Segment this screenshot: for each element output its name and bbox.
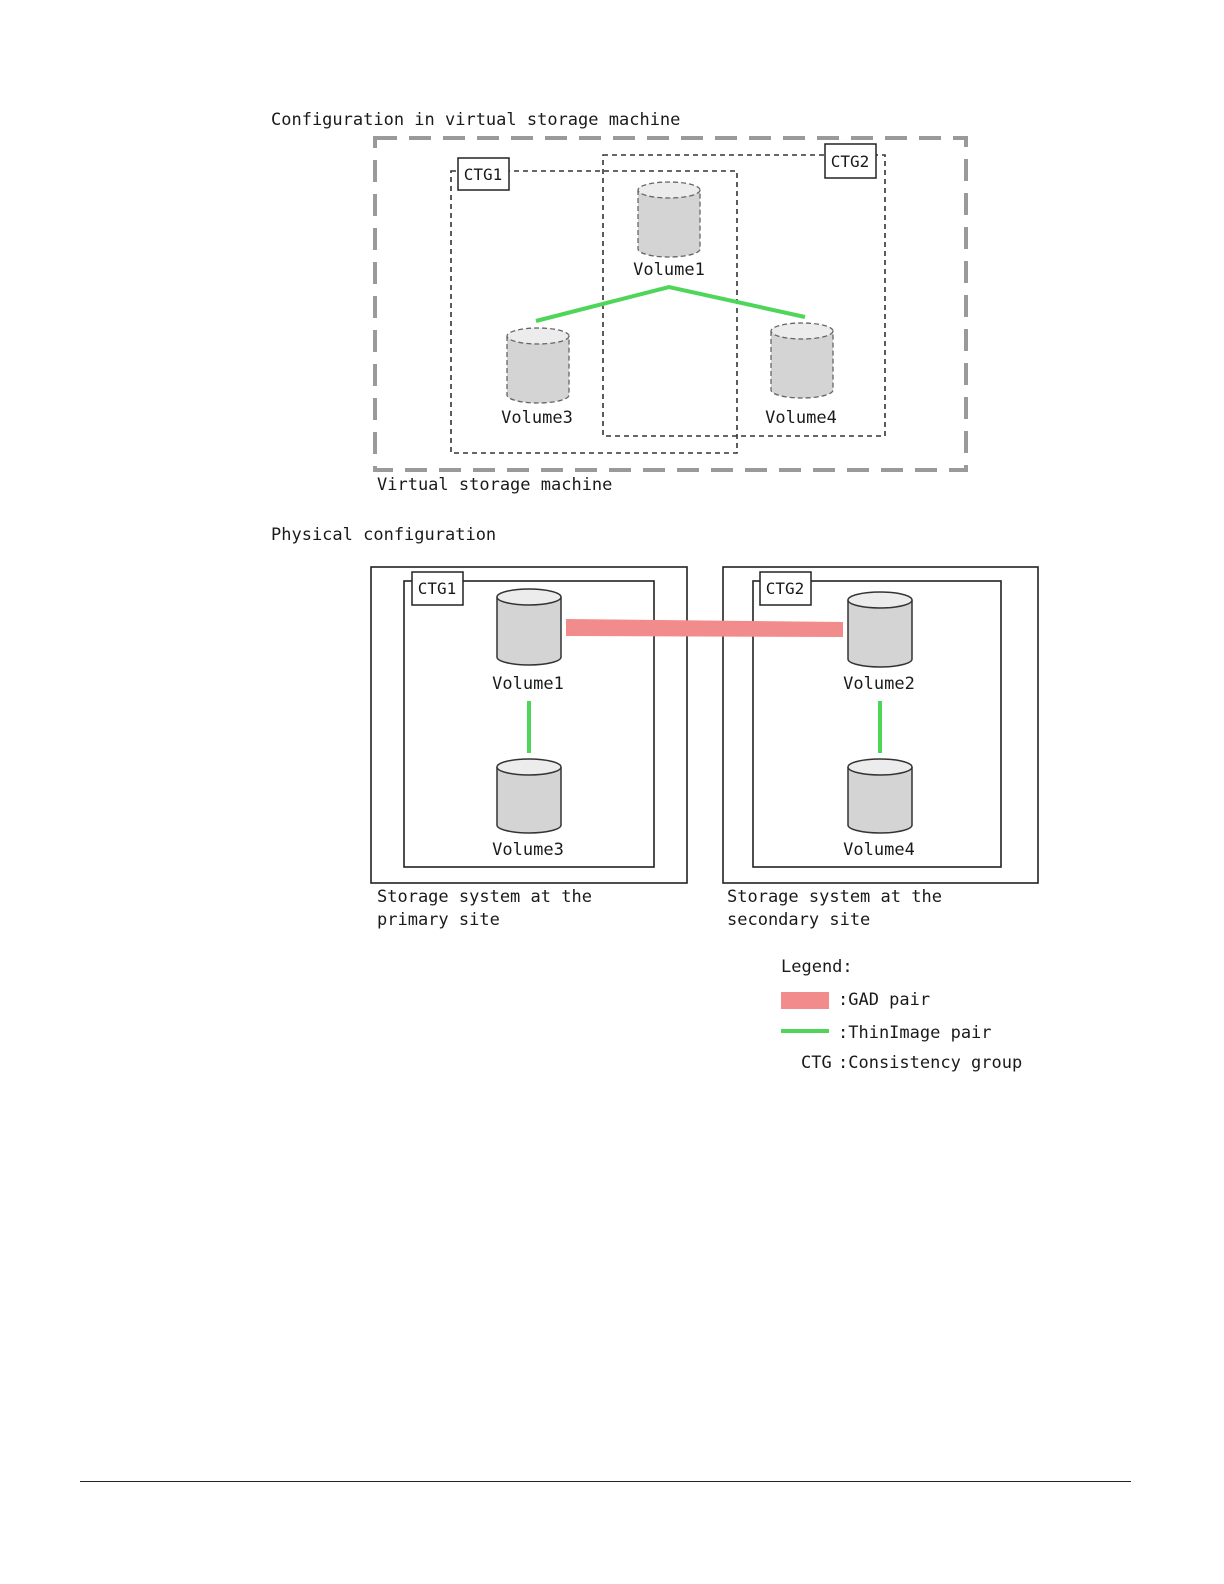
secondary-volume4-cylinder	[848, 759, 912, 833]
virtual-volume3-cylinder	[507, 328, 569, 403]
primary-volume1-label: Volume1	[492, 674, 564, 694]
legend-thinimage-label: :ThinImage pair	[838, 1023, 992, 1043]
legend-ctg-abbr: CTG	[801, 1053, 832, 1073]
virtual-storage-machine-label: Virtual storage machine	[377, 475, 613, 495]
primary-ctg1-tag	[412, 572, 463, 605]
secondary-caption-line1: Storage system at the	[727, 887, 942, 907]
primary-ctg1-label: CTG1	[417, 579, 457, 598]
virtual-thinimage-pair-line	[536, 287, 805, 321]
primary-caption-line1: Storage system at the	[377, 887, 592, 907]
legend	[781, 957, 1022, 1073]
primary-volume3-cylinder	[497, 759, 561, 833]
secondary-volume2-label: Volume2	[843, 674, 915, 694]
virtual-ctg1-label: CTG1	[463, 165, 503, 184]
primary-caption-line2: primary site	[377, 910, 500, 930]
virtual-section-title: Configuration in virtual storage machine	[271, 110, 681, 130]
legend-gad-label: :GAD pair	[838, 990, 931, 1010]
legend-title: Legend:	[781, 957, 853, 977]
primary-volume3-label: Volume3	[492, 840, 564, 860]
gad-pair-bar	[566, 619, 843, 637]
virtual-volume1-label: Volume1	[633, 260, 705, 280]
virtual-volume4-label: Volume4	[765, 408, 837, 428]
virtual-ctg1-tag	[458, 158, 509, 190]
primary-volume1-cylinder	[497, 589, 561, 665]
secondary-ctg2-tag	[760, 572, 811, 605]
secondary-volume4-label: Volume4	[843, 840, 915, 860]
secondary-caption-line2: secondary site	[727, 910, 871, 930]
secondary-volume2-cylinder	[848, 592, 912, 667]
legend-gad-swatch	[781, 992, 829, 1009]
footer-rule	[80, 1481, 1131, 1482]
virtual-ctg2-label: CTG2	[830, 152, 870, 171]
virtual-volume4-cylinder	[771, 323, 833, 398]
virtual-ctg2-tag	[825, 144, 876, 178]
secondary-ctg2-label: CTG2	[765, 579, 805, 598]
virtual-volume1-cylinder	[638, 182, 700, 257]
virtual-volume3-label: Volume3	[501, 408, 573, 428]
legend-ctg-desc: :Consistency group	[838, 1053, 1023, 1073]
physical-section-title: Physical configuration	[271, 525, 497, 545]
